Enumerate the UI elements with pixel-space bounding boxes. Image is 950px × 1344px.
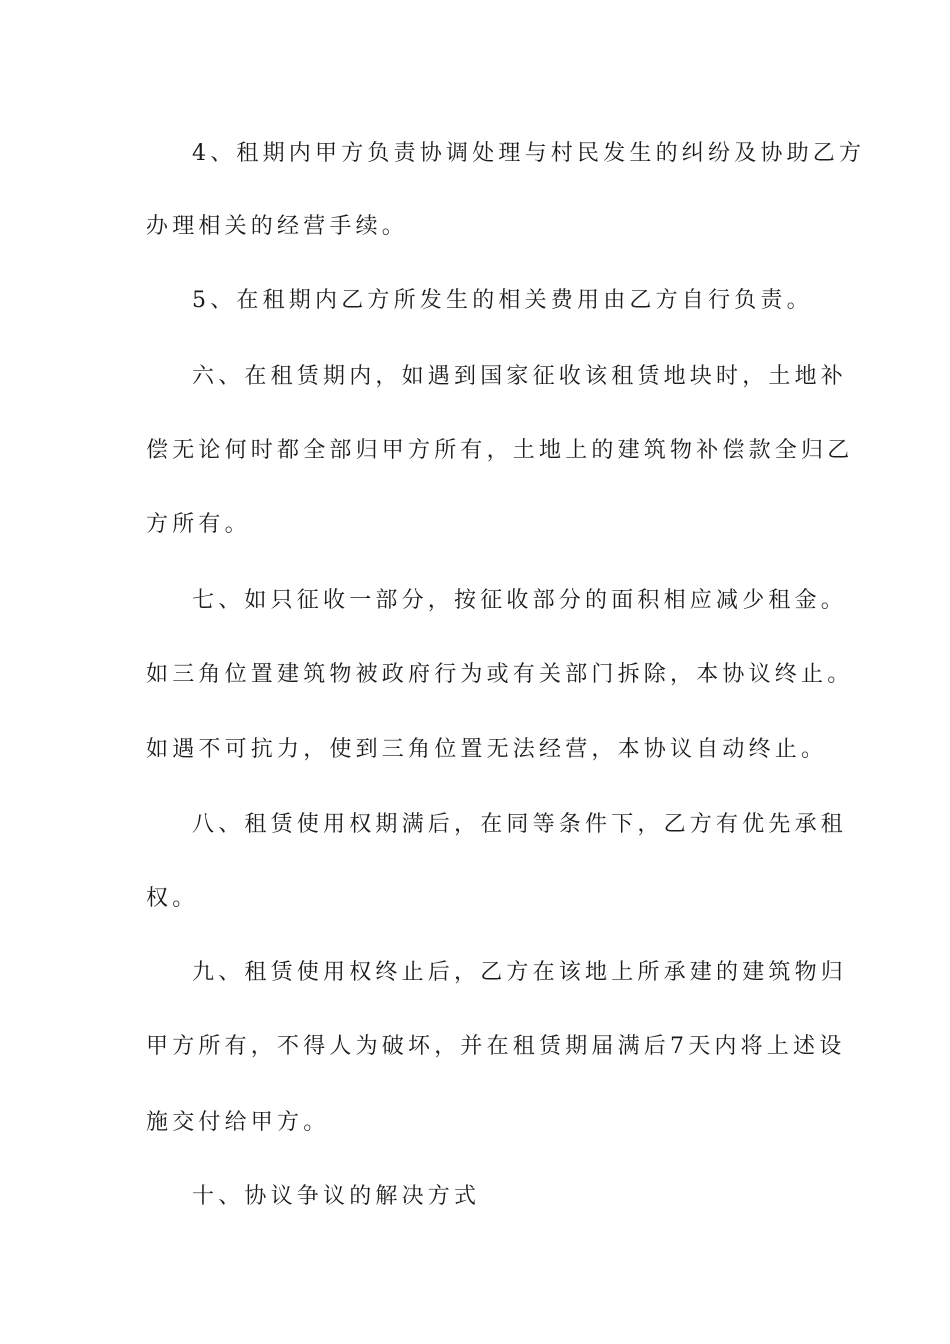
clause-10-heading: 十、协议争议的解决方式 — [192, 1184, 481, 1209]
paragraph-4-line-1: 4、租期内甲方负责协调处理与村民发生的纠纷及协助乙方 — [192, 141, 866, 166]
clause-6-line-3: 方所有。 — [146, 512, 251, 537]
clause-6-line-1: 六、在租赁期内，如遇到国家征收该租赁地块时，土地补 — [192, 364, 848, 389]
paragraph-4-line-2: 办理相关的经营手续。 — [146, 214, 409, 239]
clause-8-line-1: 八、租赁使用权期满后，在同等条件下，乙方有优先承租 — [192, 812, 848, 837]
clause-8-line-2: 权。 — [146, 886, 199, 911]
clause-7-line-3: 如遇不可抗力，使到三角位置无法经营，本协议自动终止。 — [146, 737, 828, 762]
clause-9-line-3: 施交付给甲方。 — [146, 1110, 330, 1135]
clause-7-line-1: 七、如只征收一部分，按征收部分的面积相应减少租金。 — [192, 588, 848, 613]
paragraph-5-line-1: 5、在租期内乙方所发生的相关费用由乙方自行负责。 — [192, 288, 813, 313]
clause-9-line-1: 九、租赁使用权终止后，乙方在该地上所承建的建筑物归 — [192, 960, 848, 985]
clause-7-line-2: 如三角位置建筑物被政府行为或有关部门拆除，本协议终止。 — [146, 662, 854, 687]
clause-6-line-2: 偿无论何时都全部归甲方所有，土地上的建筑物补偿款全归乙 — [146, 438, 854, 463]
clause-9-line-2: 甲方所有，不得人为破坏，并在租赁期届满后7天内将上述设 — [146, 1034, 846, 1059]
